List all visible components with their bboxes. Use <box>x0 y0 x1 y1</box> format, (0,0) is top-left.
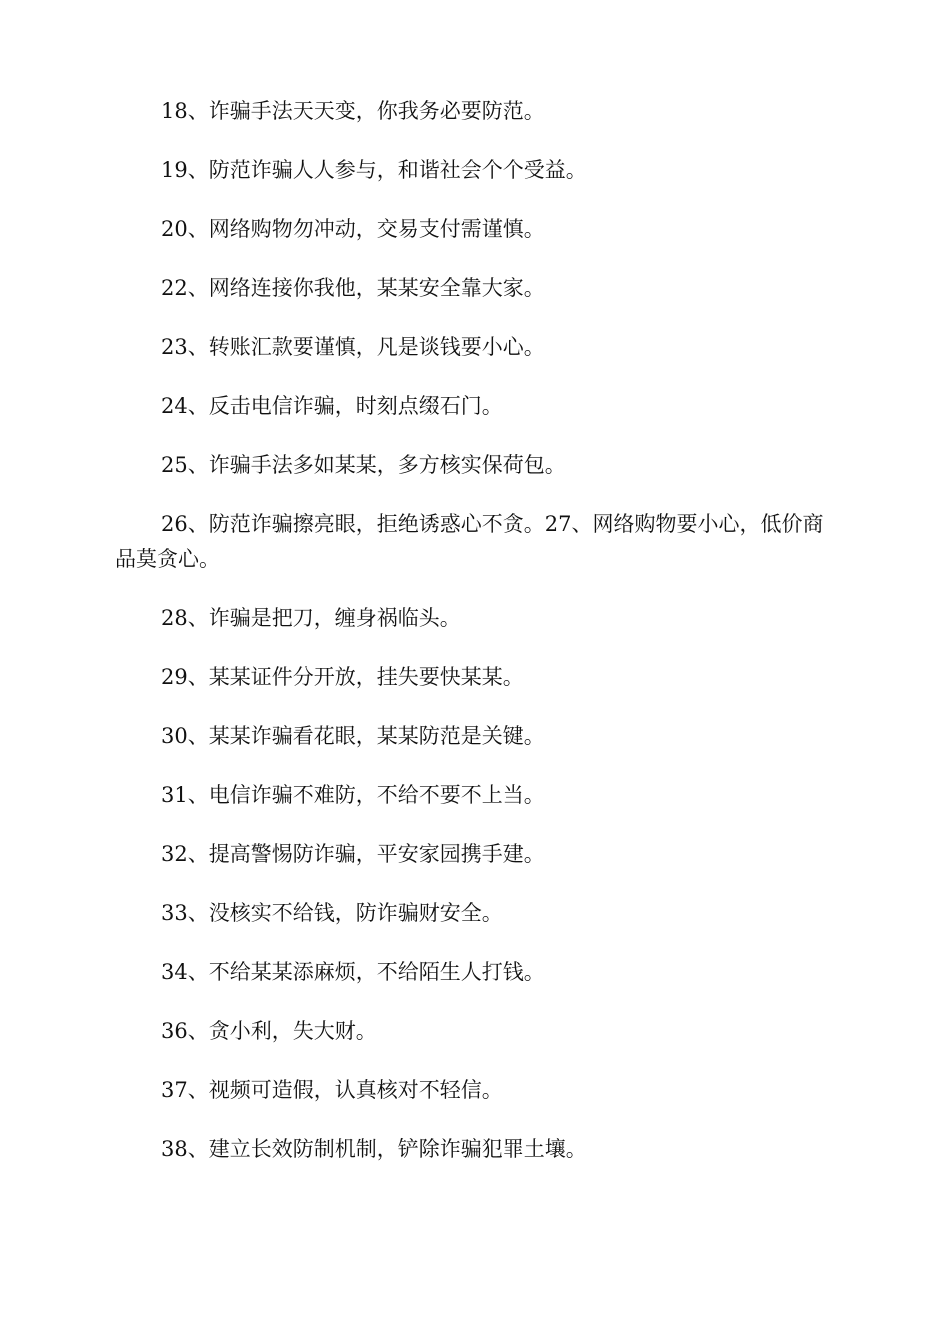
document-body <box>115 94 840 1191</box>
paragraph-31: 31、电信诈骗不难防，不给不要不上当。 <box>161 783 545 807</box>
paragraph-37: 37、视频可造假，认真核对不轻信。 <box>161 1078 503 1102</box>
paragraph-22: 22、网络连接你我他，某某安全靠大家。 <box>161 276 545 300</box>
paragraph-33: 33、没核实不给钱，防诈骗财安全。 <box>161 901 503 925</box>
paragraph-25: 25、诈骗手法多如某某，多方核实保荷包。 <box>161 453 566 477</box>
paragraph-38: 38、建立长效防制机制，铲除诈骗犯罪土壤。 <box>161 1137 587 1161</box>
paragraph-24: 24、反击电信诈骗，时刻点缀石门。 <box>161 394 503 418</box>
paragraph-36: 36、贪小利，失大财。 <box>161 1019 377 1043</box>
paragraph-29: 29、某某证件分开放，挂失要快某某。 <box>161 665 524 689</box>
paragraph-26-27: 26、防范诈骗擦亮眼，拒绝诱惑心不贪。27、网络购物要小心，低价商品莫贪心。 <box>115 512 824 571</box>
paragraph-34: 34、不给某某添麻烦，不给陌生人打钱。 <box>161 960 545 984</box>
paragraph-28: 28、诈骗是把刀，缠身祸临头。 <box>161 606 461 630</box>
paragraph-18: 18、诈骗手法天天变，你我务必要防范。 <box>161 99 545 123</box>
paragraph-30: 30、某某诈骗看花眼，某某防范是关键。 <box>161 724 545 748</box>
paragraph-20: 20、网络购物勿冲动，交易支付需谨慎。 <box>161 217 545 241</box>
paragraph-32: 32、提高警惕防诈骗，平安家园携手建。 <box>161 842 545 866</box>
paragraph-19: 19、防范诈骗人人参与，和谐社会个个受益。 <box>161 158 587 182</box>
paragraph-23: 23、转账汇款要谨慎，凡是谈钱要小心。 <box>161 335 545 359</box>
